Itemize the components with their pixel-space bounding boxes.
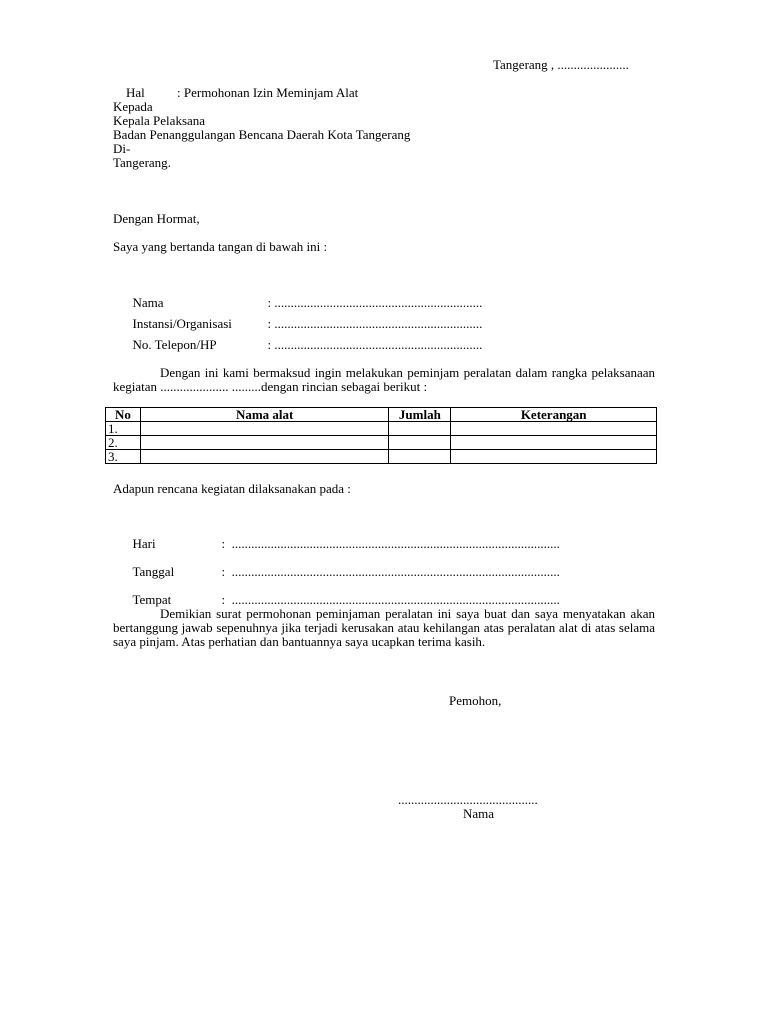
table-cell: 2. [106,436,141,450]
field-value: : ................................................................ [267,337,483,352]
table-cell [389,450,451,464]
table-cell: 1. [106,422,141,436]
column-header: No [106,408,141,422]
table-cell [451,436,657,450]
table-row [106,436,657,450]
table-cell [451,422,657,436]
column-header: Jumlah [389,408,451,422]
signature-title: Pemohon, [449,693,502,708]
table-cell [451,450,657,464]
table-cell [389,422,451,436]
signature-line: ........................................... [398,792,538,807]
field-label: Nama [132,295,164,310]
table-cell [140,422,388,436]
request-paragraph: Dengan ini kami bermaksud ingin melakukan peminjam peralatan dalam rangka pelaksanaan kegiatan ..................... .........dengan rincian sebagai berikut : [113,365,655,394]
table-cell: 3. [106,450,141,464]
field-label: Tempat [132,592,172,607]
field-value: : ..................................................................................................... [221,564,560,579]
field-label: Tanggal [132,564,175,579]
field-value: : ..................................................................................................... [221,536,560,551]
intro-text: Saya yang bertanda tangan di bawah ini : [113,239,328,254]
field-label: No. Telepon/HP [132,337,217,352]
table-cell [389,436,451,450]
signature-name: Nama [463,806,495,821]
column-header: Keterangan [451,408,657,422]
field-value: : ................................................................ [267,295,483,310]
field-row [113,324,482,366]
closing-paragraph: Demikian surat permohonan peminjaman peralatan ini saya buat dan saya menyatakan akan bertanggung jawab sepenuhnya jika terjadi kerusakan atau kehilangan atas peralatan alat di atas selama saya pinjam. Atas perhatian dan bantuannya saya ucapkan terima kasih. [113,606,655,649]
recipient-line: Kepala Pelaksana [113,113,206,128]
table-row [106,422,657,436]
field-label: Hari [132,536,156,551]
column-header: Nama alat [140,408,388,422]
recipient-line: Badan Penanggulangan Bencana Daerah Kota Tangerang [113,127,411,142]
table-cell [140,436,388,450]
field-value: : ................................................................ [267,316,483,331]
field-label: Instansi/Organisasi [132,316,232,331]
subject-value: : Permohonan Izin Meminjam Alat [177,85,359,100]
recipient-line: Di- [113,141,131,156]
table-header-row [106,408,657,422]
recipient-line: Tangerang. [113,155,171,170]
place-date: Tangerang , ...................... [493,57,629,72]
greeting: Dengan Hormat, [113,211,200,226]
field-value: : ..................................................................................................... [221,592,560,607]
table-row [106,450,657,464]
equipment-table [105,407,657,464]
table-cell [140,450,388,464]
subject-label: Hal [126,85,145,100]
recipient-line: Kepada [113,99,153,114]
schedule-intro: Adapun rencana kegiatan dilaksanakan pada : [113,481,351,496]
